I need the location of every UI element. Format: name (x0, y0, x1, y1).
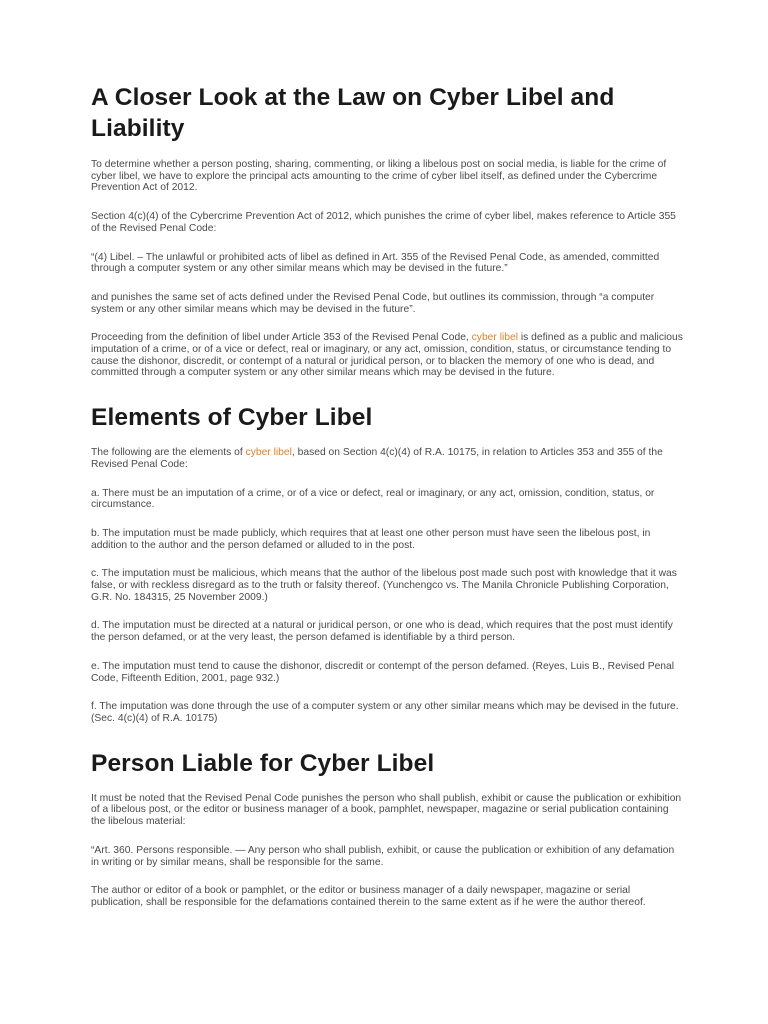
liable-heading: Person Liable for Cyber Libel (91, 749, 435, 777)
element-e: e. The imputation must tend to cause the dishonor, discredit or contempt of the person defamed. (Reyes, Luis B., Revised Penal Code, Fifteenth Edition, 2001, page 932.) (91, 660, 675, 684)
liable-paragraph-3: The author or editor of a book or pamphlet, or the editor or business manager of a daily newspaper, magazine or serial publication, shall be responsible for the defamations contained therein to the same extent as if he were the author thereof. (91, 885, 646, 908)
definition-text-after: is defined as a public and malicious imputation of a crime, or of a vice or defect, real or imaginary, or any act, omission, condition, status, or circumstance tending to cause the dishonor, discredit, or contempt of a natural or juridical person, or to blacken the memory of one who is dead, and committed through a computer system or any other similar means which may be devised in the future. (91, 332, 683, 379)
elements-heading: Elements of Cyber Libel (91, 404, 373, 432)
elements-intro (91, 447, 683, 470)
cyber-libel-link[interactable]: cyber libel (471, 332, 519, 344)
element-c: c. The imputation must be malicious, which means that the author of the libelous post made such post with knowledge that it was false, or with reckless disregard as to the truth or falsity thereof. (Yunchengco vs. The Manila Chronicle Publishing Corporation, G.R. No. 184315, 25 November 2009.) (91, 568, 677, 603)
liable-paragraph-1: It must be noted that the Revised Penal Code punishes the person who shall publish, exhibit or cause the publication or exhibition of a libelous post, or the editor or business manager of a book, pamphlet, newspaper, magazine or serial publication containing the libelous material: (91, 792, 682, 828)
definition-paragraph (91, 332, 683, 379)
liable-paragraph-2: “Art. 360. Persons responsible. — Any person who shall publish, exhibit, or cause the publication or exhibition of any defamation in writing or by similar means, shall be responsible for the same. (91, 844, 675, 868)
intro-paragraph-1: To determine whether a person posting, sharing, commenting, or liking a libelous post on social media, is liable for the crime of cyber libel, we have to explore the principal acts amounting to the crime of cyber libel itself, as defined under the Cybercrime Prevention Act of 2012. (91, 159, 667, 194)
article (91, 82, 683, 926)
elements-intro-before: The following are the elements of (91, 447, 246, 459)
cyber-libel-link-2[interactable]: cyber libel (245, 447, 292, 459)
element-d: d. The imputation must be directed at a natural or juridical person, or one who is dead, which requires that the post must identify the person defamed, or at the very least, the person defamed is identifiable by a third person. (91, 620, 673, 644)
elements-intro-after: , based on Section 4(c)(4) of R.A. 10175, in relation to Articles 353 and 355 of the Revised Penal Code: (91, 447, 663, 470)
element-a: a. There must be an imputation of a crime, or of a vice or defect, real or imaginary, or any act, omission, condition, status, or circumstance. (91, 487, 655, 511)
definition-text-before: Proceeding from the definition of libel under Article 353 of the Revised Penal Code, (91, 332, 472, 344)
page-title: A Closer Look at the Law on Cyber Libel and Liability (91, 84, 615, 142)
intro-paragraph-2: Section 4(c)(4) of the Cybercrime Prevention Act of 2012, which punishes the crime of cyber libel, makes reference to Article 355 of the Revised Penal Code: (91, 211, 676, 234)
element-f: f. The imputation was done through the use of a computer system or any other similar means which may be devised in the future. (Sec. 4(c)(4) of R.A. 10175) (91, 701, 679, 724)
element-b: b. The imputation must be made publicly, which requires that at least one other person must have seen the libelous post, in addition to the author and the person defamed or alluded to in the post. (91, 527, 651, 551)
intro-paragraph-4: and punishes the same set of acts defined under the Revised Penal Code, but outlines its commission, through “a computer system or any other similar means which may be devised in the future”. (91, 291, 655, 315)
quote-paragraph-libel: “(4) Libel. – The unlawful or prohibited acts of libel as defined in Art. 355 of the Revised Penal Code, as amended, committed through a computer system or any other similar means which may be devised in the future.” (91, 251, 660, 275)
